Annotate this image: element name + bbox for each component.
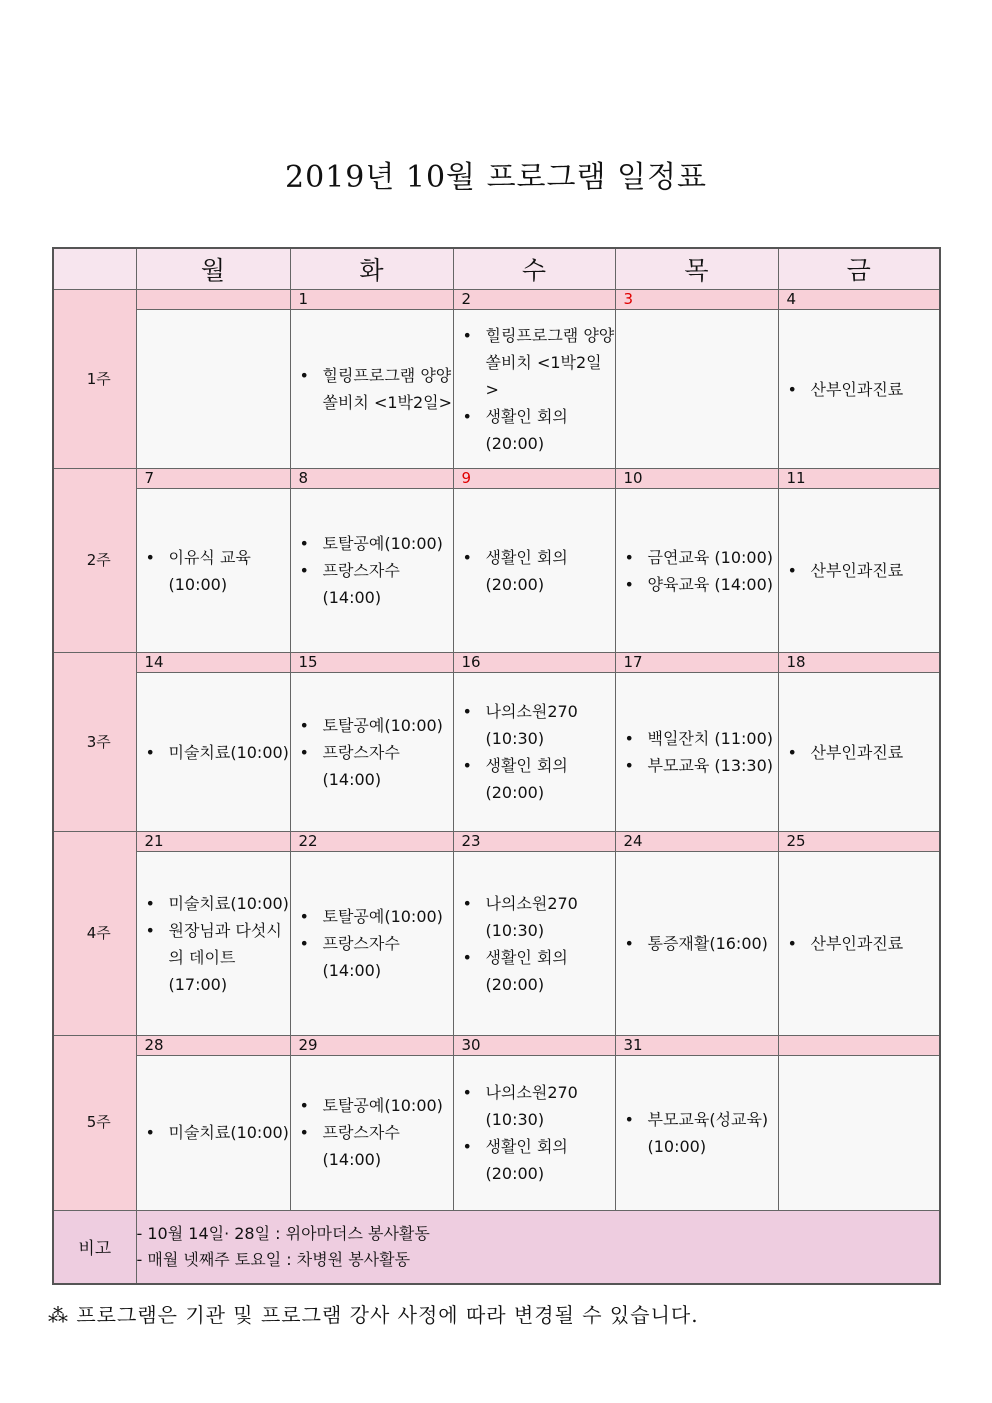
day-cell xyxy=(453,673,615,832)
event-item: • 산부인과진료 xyxy=(811,739,940,766)
date-number: 21 xyxy=(136,832,290,852)
date-number: 17 xyxy=(615,653,778,673)
day-cell xyxy=(290,852,453,1036)
day-cell xyxy=(136,310,290,469)
day-cell xyxy=(778,310,940,469)
events-row xyxy=(53,852,940,1036)
day-cell xyxy=(136,852,290,1036)
event-list xyxy=(454,544,615,598)
date-number: 2 xyxy=(453,290,615,310)
event-item: • 토탈공예(10:00) xyxy=(323,1092,453,1119)
date-number: 14 xyxy=(136,653,290,673)
date-number: 24 xyxy=(615,832,778,852)
event-list xyxy=(616,544,778,598)
events-row xyxy=(53,489,940,653)
date-number: 4 xyxy=(778,290,940,310)
day-cell xyxy=(290,489,453,653)
week-label: 5주 xyxy=(53,1036,136,1210)
event-list xyxy=(291,362,453,416)
event-item: • 생활인 회의 (20:00) xyxy=(486,544,615,598)
date-row xyxy=(53,832,940,852)
event-list xyxy=(616,930,778,957)
day-cell xyxy=(615,673,778,832)
day-cell xyxy=(453,489,615,653)
event-list xyxy=(616,725,778,779)
schedule-table xyxy=(52,247,941,1285)
day-cell xyxy=(136,673,290,832)
weekday-friday: 금 xyxy=(778,248,940,290)
event-list xyxy=(779,739,940,766)
week-label: 1주 xyxy=(53,290,136,469)
date-number: 9 xyxy=(453,469,615,489)
date-row xyxy=(53,1036,940,1056)
date-number: 16 xyxy=(453,653,615,673)
date-number: 18 xyxy=(778,653,940,673)
date-number: 7 xyxy=(136,469,290,489)
day-cell xyxy=(290,673,453,832)
event-list xyxy=(137,544,290,598)
event-list xyxy=(779,930,940,957)
date-row xyxy=(53,653,940,673)
day-cell xyxy=(615,852,778,1036)
event-list xyxy=(291,530,453,611)
event-item: • 힐링프로그램 양양 쏠비치 <1박2일> xyxy=(323,362,453,416)
header-corner-cell xyxy=(53,248,136,290)
event-item: • 프랑스자수(14:00) xyxy=(323,930,453,984)
day-cell xyxy=(778,489,940,653)
weekday-thursday: 목 xyxy=(615,248,778,290)
event-item: • 생활인 회의 (20:00) xyxy=(486,403,615,457)
event-item: • 양육교육 (14:00) xyxy=(648,571,778,598)
event-list xyxy=(137,890,290,998)
date-number: 29 xyxy=(290,1036,453,1056)
date-number xyxy=(778,1036,940,1056)
day-cell xyxy=(136,489,290,653)
day-cell xyxy=(290,310,453,469)
event-item: • 백일잔치 (11:00) xyxy=(648,725,778,752)
event-list xyxy=(454,1079,615,1187)
weekday-header-row xyxy=(53,248,940,290)
day-cell xyxy=(615,1056,778,1210)
event-item: • 생활인 회의 (20:00) xyxy=(486,752,615,806)
notes-label: 비고 xyxy=(53,1210,136,1284)
event-item: • 산부인과진료 xyxy=(811,557,940,584)
weekday-tuesday: 화 xyxy=(290,248,453,290)
day-cell xyxy=(136,1056,290,1210)
week-label: 4주 xyxy=(53,832,136,1036)
event-list xyxy=(779,376,940,403)
date-number: 3 xyxy=(615,290,778,310)
event-item: • 프랑스자수(14:00) xyxy=(323,739,453,793)
day-cell xyxy=(615,310,778,469)
footer-disclaimer: ⁂ 프로그램은 기관 및 프로그램 강사 사정에 따라 변경될 수 있습니다. xyxy=(48,1303,699,1327)
day-cell xyxy=(778,1056,940,1210)
event-item: • 나의소원270 (10:30) xyxy=(486,698,615,752)
event-list xyxy=(454,890,615,998)
event-item: • 금연교육 (10:00) xyxy=(648,544,778,571)
notes-row xyxy=(53,1210,940,1284)
day-cell xyxy=(453,852,615,1036)
day-cell xyxy=(453,310,615,469)
event-list xyxy=(291,903,453,984)
date-number: 22 xyxy=(290,832,453,852)
event-item: • 생활인 회의 (20:00) xyxy=(486,1133,615,1187)
date-number: 31 xyxy=(615,1036,778,1056)
week-label: 2주 xyxy=(53,469,136,653)
date-number: 25 xyxy=(778,832,940,852)
notes-content xyxy=(136,1210,940,1284)
event-item: • 원장님과 다섯시의 데이트(17:00) xyxy=(169,917,290,998)
weekday-monday: 월 xyxy=(136,248,290,290)
note-line: - 매월 넷째주 토요일 : 차병원 봉사활동 xyxy=(136,1249,411,1269)
date-number: 10 xyxy=(615,469,778,489)
week-label: 3주 xyxy=(53,653,136,832)
event-item: • 프랑스자수(14:00) xyxy=(323,557,453,611)
event-item: • 미술치료(10:00) xyxy=(169,739,290,766)
page-title: 2019년 10월 프로그램 일정표 xyxy=(285,160,707,195)
day-cell xyxy=(290,1056,453,1210)
event-list xyxy=(454,698,615,806)
events-row xyxy=(53,310,940,469)
day-cell xyxy=(778,673,940,832)
event-item: • 이유식 교육 (10:00) xyxy=(169,544,290,598)
event-item: • 토탈공예(10:00) xyxy=(323,903,453,930)
events-row xyxy=(53,1056,940,1210)
event-item: • 나의소원270 (10:30) xyxy=(486,890,615,944)
date-number: 15 xyxy=(290,653,453,673)
date-number: 8 xyxy=(290,469,453,489)
date-number: 1 xyxy=(290,290,453,310)
day-cell xyxy=(778,852,940,1036)
event-item: • 미술치료(10:00) xyxy=(169,890,290,917)
event-item: • 힐링프로그램 양양 쏠비치 <1박2일> xyxy=(486,322,615,403)
date-number: 11 xyxy=(778,469,940,489)
event-list xyxy=(291,712,453,793)
event-item: • 나의소원270 (10:30) xyxy=(486,1079,615,1133)
event-item: • 생활인 회의 (20:00) xyxy=(486,944,615,998)
date-number: 28 xyxy=(136,1036,290,1056)
event-item: • 부모교육 (13:30) xyxy=(648,752,778,779)
weekday-wednesday: 수 xyxy=(453,248,615,290)
event-item: • 미술치료(10:00) xyxy=(169,1119,290,1146)
event-list xyxy=(616,1106,778,1160)
event-list xyxy=(137,1119,290,1146)
date-row xyxy=(53,469,940,489)
event-list xyxy=(291,1092,453,1173)
day-cell xyxy=(453,1056,615,1210)
date-number xyxy=(136,290,290,310)
day-cell xyxy=(615,489,778,653)
date-row xyxy=(53,290,940,310)
events-row xyxy=(53,673,940,832)
event-item: • 프랑스자수(14:00) xyxy=(323,1119,453,1173)
event-list xyxy=(779,557,940,584)
note-line: - 10월 14일· 28일 : 위아마더스 봉사활동 xyxy=(136,1223,430,1243)
event-item: • 부모교육(성교육) (10:00) xyxy=(648,1106,778,1160)
event-list xyxy=(454,322,615,457)
event-item: • 산부인과진료 xyxy=(811,930,940,957)
event-item: • 통증재활(16:00) xyxy=(648,930,778,957)
event-list xyxy=(137,739,290,766)
event-item: • 토탈공예(10:00) xyxy=(323,712,453,739)
event-item: • 토탈공예(10:00) xyxy=(323,530,453,557)
event-item: • 산부인과진료 xyxy=(811,376,940,403)
date-number: 23 xyxy=(453,832,615,852)
date-number: 30 xyxy=(453,1036,615,1056)
